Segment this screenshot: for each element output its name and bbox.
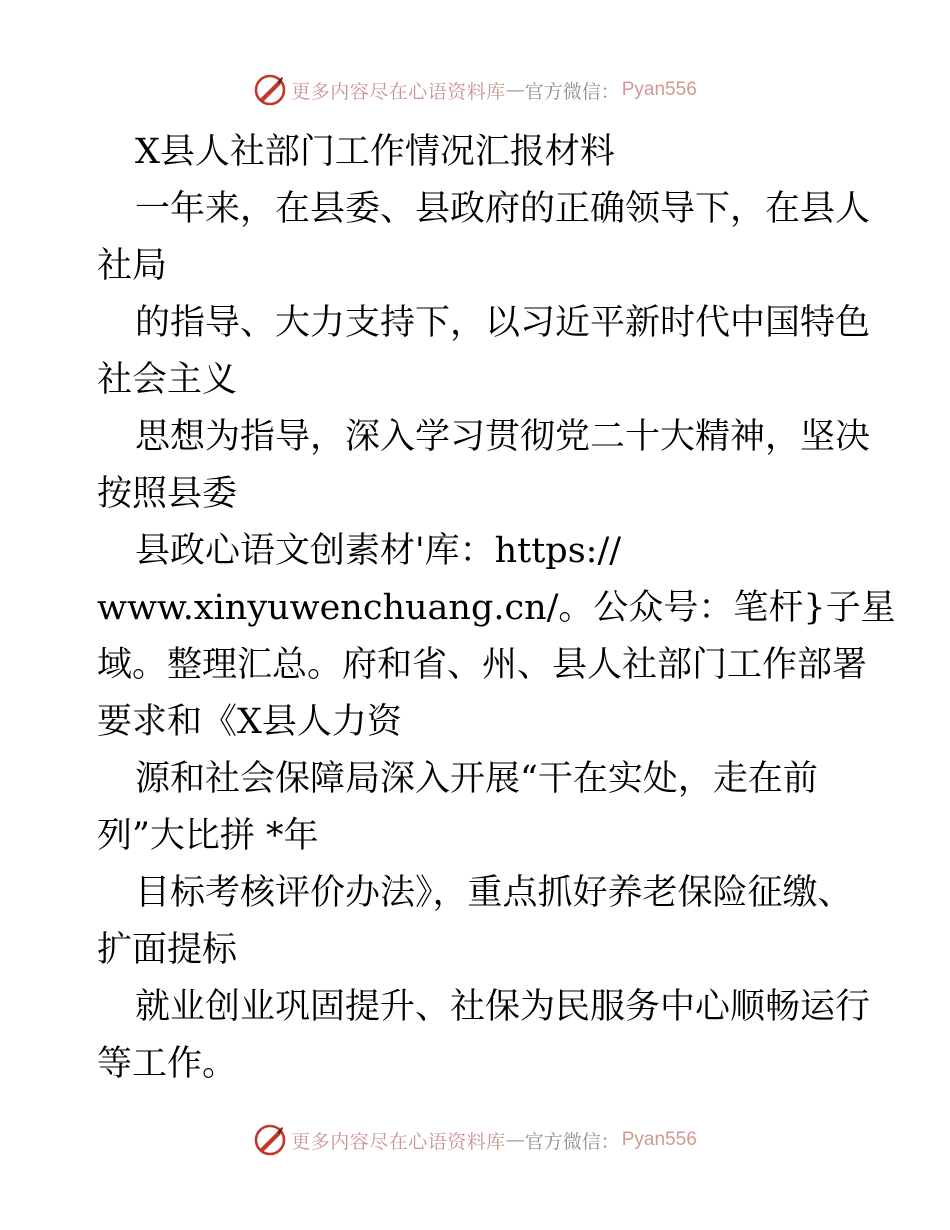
watermark-text: 更多内容尽在心语资料库 <box>291 80 506 103</box>
text-line: 目标考核评价办法》，重点抓好养老保险征缴、 <box>135 873 853 913</box>
text-line: 社局 <box>97 246 168 286</box>
document-title: X县人社部门工作情况汇报材料 <box>135 132 615 172</box>
quill-logo-icon <box>253 73 287 107</box>
text-line: 按照县委 <box>97 474 238 514</box>
quill-logo-icon <box>253 1123 287 1157</box>
text-line: 列”大比拼 *年 <box>97 816 319 856</box>
text-line: 等工作。 <box>97 1044 238 1084</box>
watermark-text: 更多内容尽在心语资料库 <box>291 1130 506 1153</box>
document-body <box>97 124 896 1093</box>
watermark-wechat-label: 官方微信： <box>524 80 620 103</box>
text-line: 的指导、大力支持下，以习近平新时代中国特色 <box>135 303 871 343</box>
text-line: 源和社会保障局深入开展“干在实处，走在前 <box>135 759 818 799</box>
watermark-wechat-label: 官方微信： <box>524 1130 620 1153</box>
text-line: 县政心语文创素材'库：https:// <box>135 531 622 571</box>
watermark-separator: — <box>505 1129 525 1151</box>
text-line: www.xinyuwenchuang.cn/。公众号：笔杆}子星 <box>97 588 896 628</box>
watermark-wechat-id: Pyan556 <box>621 79 697 100</box>
text-line: 社会主义 <box>97 360 238 400</box>
text-line: 就业创业巩固提升、社保为民服务中心顺畅运行 <box>135 987 871 1027</box>
text-line: 一年来，在县委、县政府的正确领导下，在县人 <box>135 189 871 229</box>
text-line: 扩面提标 <box>97 930 238 970</box>
header-watermark <box>0 70 950 110</box>
watermark-wechat-id: Pyan556 <box>621 1129 697 1150</box>
text-line: 思想为指导，深入学习贯彻党二十大精神，坚决 <box>135 417 871 457</box>
footer-watermark <box>0 1120 950 1160</box>
watermark-separator: — <box>505 79 525 101</box>
text-line: 域。整理汇总。府和省、州、县人社部门工作部署 <box>97 645 868 685</box>
text-line: 要求和《X县人力资 <box>97 702 402 742</box>
